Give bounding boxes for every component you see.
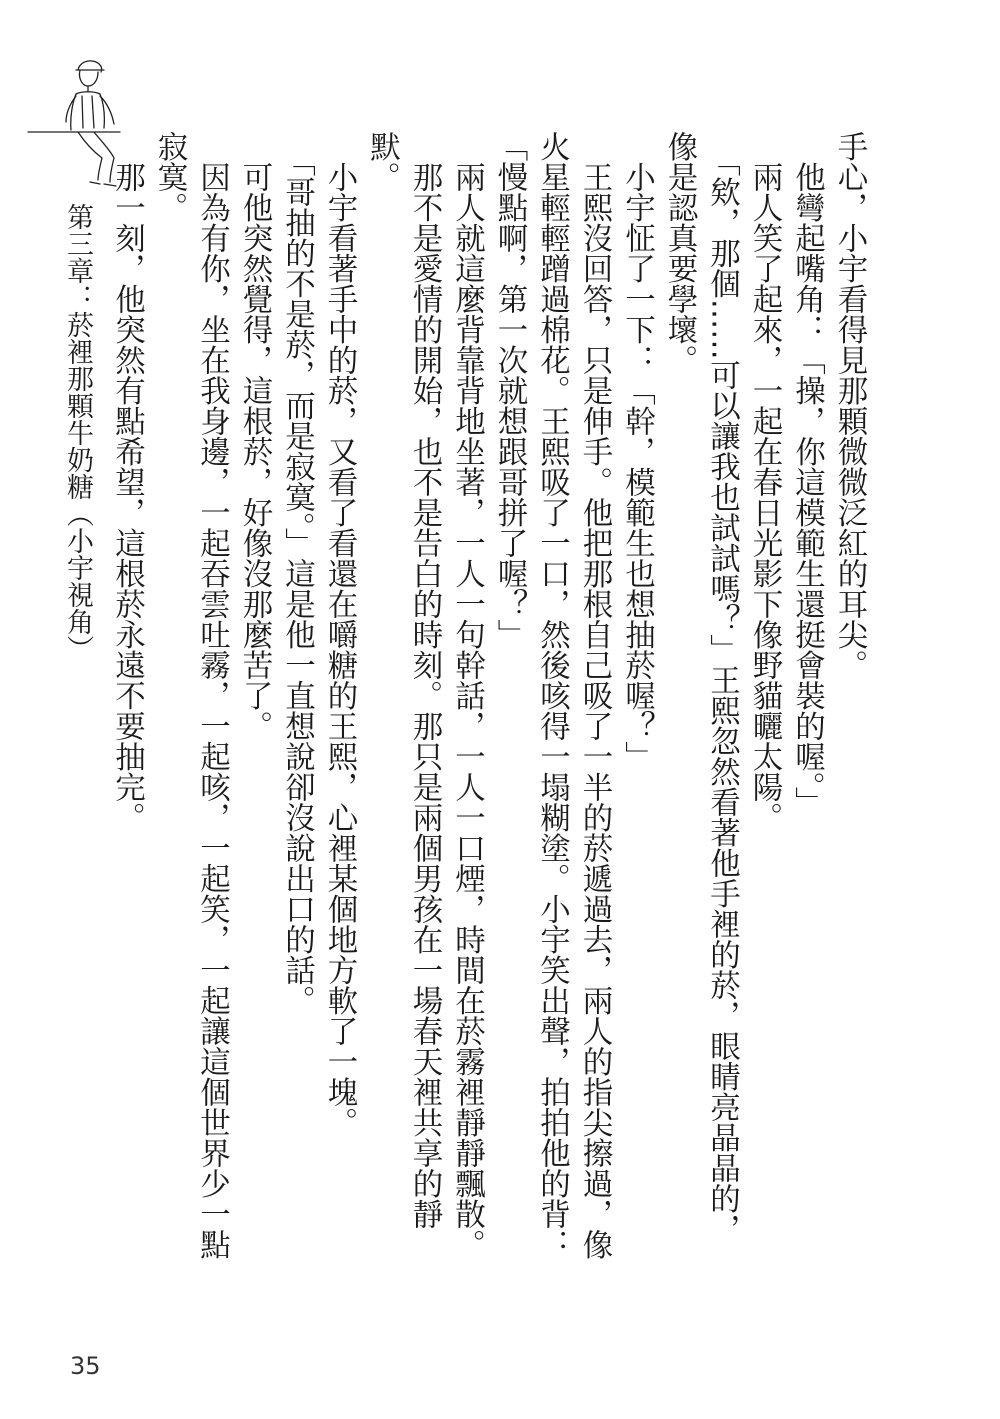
paragraph: 「哥抽的不是菸，而是寂寞。」這是他一直想說卻沒說出口的話。 — [279, 131, 315, 1016]
chapter-title: 第三章：菸裡那顆牛奶糖（小宇視角） — [62, 203, 93, 662]
paragraph: 小宇怔了一下：「幹，模範生也想抽菸喔？」 — [619, 131, 655, 772]
paragraph: 王熙沒回答，只是伸手。他把那根自己吸了一半的菸遞過去，兩人的指尖擦過，像火星輕輕蹭過棉花。王熙吸了一口，然後咳得一塌糊塗。小宇笑出聲，拍拍他的背：「慢點啊，第一次就想跟哥拼了喔？」 — [492, 131, 612, 1260]
paragraph: 兩人笑了起來，一起在春日光影下像野貓曬太陽。 — [747, 131, 782, 833]
paragraph: 那不是愛情的開始，也不是告白的時刻。那只是兩個男孩在一場春天裡共享的靜默。 — [364, 131, 442, 1229]
paragraph: 因為有你，坐在我身邊，一起吞雲吐霧，一起咳，一起笑，一起讓這個世界少一點寂寞。 — [152, 131, 230, 1260]
body-text — [109, 131, 870, 1261]
paragraph: 「欸，那個……可以讓我也試試嗎？」王熙忽然看著他手裡的菸，眼睛亮晶晶的，像是認真要學壞。 — [662, 131, 740, 1245]
paragraph: 兩人就這麼背靠背地坐著，一人一句幹話，一人一口煙，時間在菸霧裡靜靜飄散。 — [449, 131, 485, 1260]
paragraph: 小宇看著手中的菸，又看了看還在嚼糖的王熙，心裡某個地方軟了一塊。 — [322, 131, 357, 1138]
paragraph: 手心，小宇看得見那顆微微泛紅的耳尖。 — [832, 131, 867, 680]
paragraph: 他彎起嘴角：「操，你這模範生還挺會裝的喔。」 — [789, 131, 825, 818]
paragraph: 那一刻，他突然有點希望，這根菸永遠不要抽完。 — [109, 131, 145, 833]
page-number: 35 — [70, 1352, 101, 1380]
paragraph: 可他突然覺得，這根菸，好像沒那麼苦了。 — [237, 131, 272, 741]
